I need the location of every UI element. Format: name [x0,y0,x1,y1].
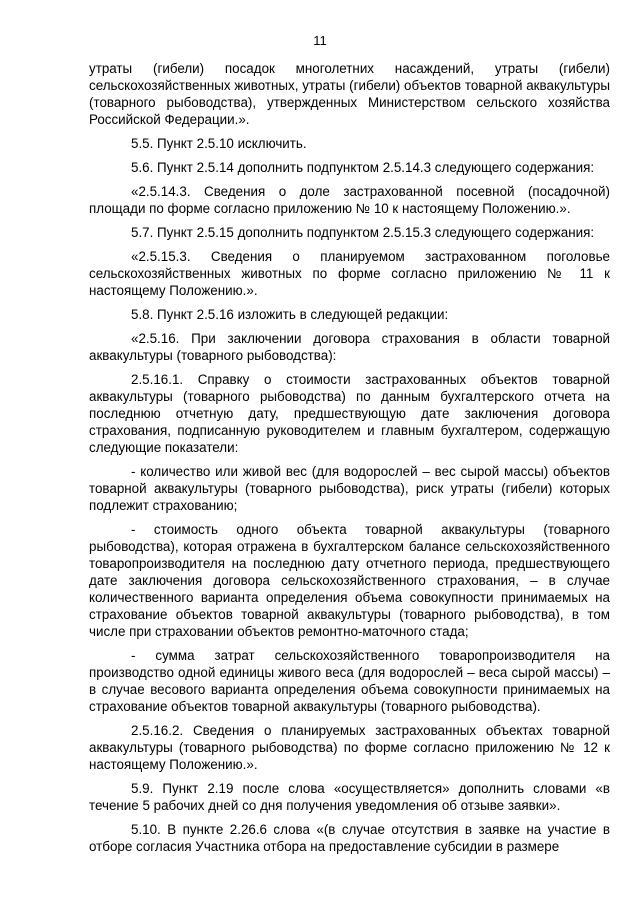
paragraph: 2.5.16.2. Сведения о планируемых застрахованных объектах товарной аквакультуры (товарного рыбоводства) по форме согласно приложению № 12 к настоящему Положению.». [89,723,610,772]
paragraph: 5.8. Пункт 2.5.16 изложить в следующей редакции: [131,307,449,322]
paragraph: «2.5.15.3. Сведения о планируемом застрахованном поголовье сельскохозяйственных животных по форме согласно приложению № 11 к настоящему Положению.». [89,249,610,298]
paragraph: 5.9. Пункт 2.19 после слова «осуществляется» дополнить словами «в течение 5 рабочих дней со дня получения уведомления об отзыве заявки». [89,781,610,813]
paragraph: 5.6. Пункт 2.5.14 дополнить подпунктом 2.5.14.3 следующего содержания: [131,160,595,175]
list-item: - сумма затрат сельскохозяйственного товаропроизводителя на производство одной единицы живого веса (для водорослей – веса сырой массы) – в случае весового варианта определения объема совокупности принимаемых на страхование объектов товарной аквакультуры (товарного рыбоводства). [89,648,610,714]
list-item: - количество или живой вес (для водорослей – вес сырой массы) объектов товарной аквакультуры (товарного рыбоводства), риск утраты (гибели) которых подлежит страхованию; [89,464,610,513]
paragraph: «2.5.14.3. Сведения о доле застрахованной посевной (посадочной) площади по форме согласно приложению № 10 к настоящему Положению.». [89,184,610,216]
page-number: 11 [313,33,327,48]
paragraph: 5.5. Пункт 2.5.10 исключить. [131,136,307,151]
paragraph: утраты (гибели) посадок многолетних насаждений, утраты (гибели) сельскохозяйственных животных, утраты (гибели) объектов товарной аквакультуры (товарного рыбоводства), утвержденных Министерством сельского хозяйства Российской Федерации.». [89,61,610,127]
document-body [89,60,610,862]
paragraph: 5.10. В пункте 2.26.6 слова «(в случае отсутствия в заявке на участие в отборе согласия Участника отбора на предоставление субсидии в размере [89,822,610,854]
list-item: - стоимость одного объекта товарной аквакультуры (товарного рыбоводства), которая отражена в бухгалтерском балансе сельскохозяйственного товаропроизводителя на последнюю дату отчетного периода, предшествующего дате заключения договора сельскохозяйственного страхования, – в случае количественного варианта определения объема совокупности принимаемых на страхование объектов товарной аквакультуры (товарного рыбоводства), в том числе при страховании объектов ремонтно-маточного стада; [89,522,610,639]
paragraph: 5.7. Пункт 2.5.15 дополнить подпунктом 2.5.15.3 следующего содержания: [131,225,595,240]
paragraph: 2.5.16.1. Справку о стоимости застрахованных объектов товарной аквакультуры (товарного рыбоводства) по данным бухгалтерского отчета на последнюю отчетную дату, предшествующую дате заключения договора страхования, подписанную руководителем и главным бухгалтером, содержащую следующие показатели: [89,372,610,455]
paragraph: «2.5.16. При заключении договора страхования в области товарной аквакультуры (товарного рыбоводства): [89,331,610,363]
